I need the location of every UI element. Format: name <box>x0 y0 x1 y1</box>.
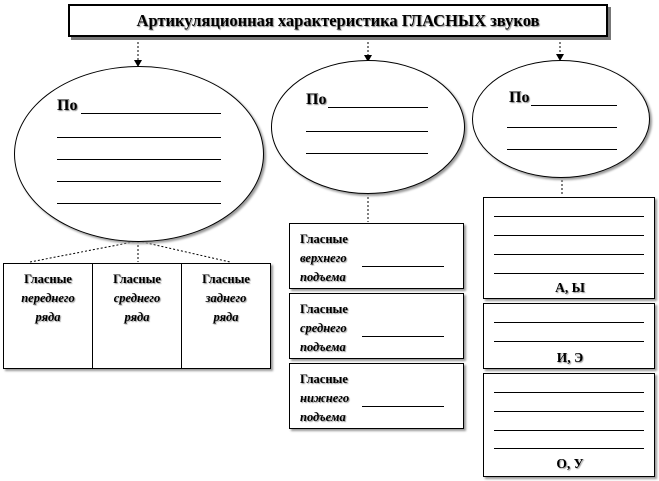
blank-line <box>507 127 617 128</box>
blank-line <box>57 203 221 204</box>
height-box-line2: верхнего <box>300 251 347 265</box>
height-box-lower <box>289 363 464 429</box>
blank-line <box>362 406 444 407</box>
sound-box-a-y <box>483 197 655 299</box>
sound-box-label: И, Э <box>556 350 584 365</box>
ellipse-prefix: По <box>57 97 78 114</box>
blank-line <box>494 322 644 323</box>
blank-line <box>57 137 221 138</box>
blank-line <box>494 430 644 431</box>
blank-line <box>507 149 617 150</box>
height-box-upper <box>289 223 464 289</box>
blank-line <box>57 159 221 160</box>
row-box-middle <box>93 264 182 368</box>
row-box-line1: Гласные <box>202 272 250 286</box>
blank-line <box>494 448 644 449</box>
sound-box-label: О, У <box>556 456 584 471</box>
row-box-line2: переднего <box>21 291 75 305</box>
blank-line <box>531 105 617 106</box>
height-box-line2: среднего <box>300 321 347 335</box>
height-box-line3: подъема <box>300 270 346 284</box>
blank-line <box>494 273 644 274</box>
blank-line <box>362 336 444 337</box>
ellipse-row-criterion <box>14 66 264 242</box>
blank-line <box>57 181 221 182</box>
blank-line <box>81 113 221 114</box>
ellipse-prefix: По <box>509 89 530 106</box>
blank-line <box>494 411 644 412</box>
row-box-line3: ряда <box>35 310 61 324</box>
height-box-line1: Гласные <box>300 232 348 246</box>
row-boxes-group <box>3 263 271 369</box>
diagram-title: Артикуляционная характеристика ГЛАСНЫХ звуков <box>68 4 608 37</box>
sound-box-label: А, Ы <box>555 280 585 295</box>
blank-line <box>494 216 644 217</box>
height-box-line1: Гласные <box>300 302 348 316</box>
height-box-line3: подъема <box>300 410 346 424</box>
blank-line <box>494 235 644 236</box>
row-box-line3: ряда <box>124 310 150 324</box>
height-box-line2: нижнего <box>300 391 350 405</box>
ellipse-lip-criterion <box>472 60 650 178</box>
row-box-line1: Гласные <box>24 272 72 286</box>
ellipse-height-criterion <box>271 60 465 194</box>
blank-line <box>362 266 444 267</box>
row-box-line2: среднего <box>113 291 161 305</box>
row-box-line1: Гласные <box>113 272 161 286</box>
blank-line <box>494 341 644 342</box>
blank-line <box>494 254 644 255</box>
blank-line <box>328 107 428 108</box>
height-box-line1: Гласные <box>300 372 348 386</box>
blank-line <box>306 131 428 132</box>
sound-box-i-e <box>483 303 655 369</box>
row-box-front <box>4 264 93 368</box>
height-box-middle <box>289 293 464 359</box>
blank-line <box>306 153 428 154</box>
row-box-line2: заднего <box>205 291 247 305</box>
sound-box-o-u <box>483 373 655 477</box>
ellipse-prefix: По <box>306 91 327 108</box>
row-box-line3: ряда <box>213 310 239 324</box>
row-box-back <box>182 264 270 368</box>
blank-line <box>494 392 644 393</box>
height-box-line3: подъема <box>300 340 346 354</box>
